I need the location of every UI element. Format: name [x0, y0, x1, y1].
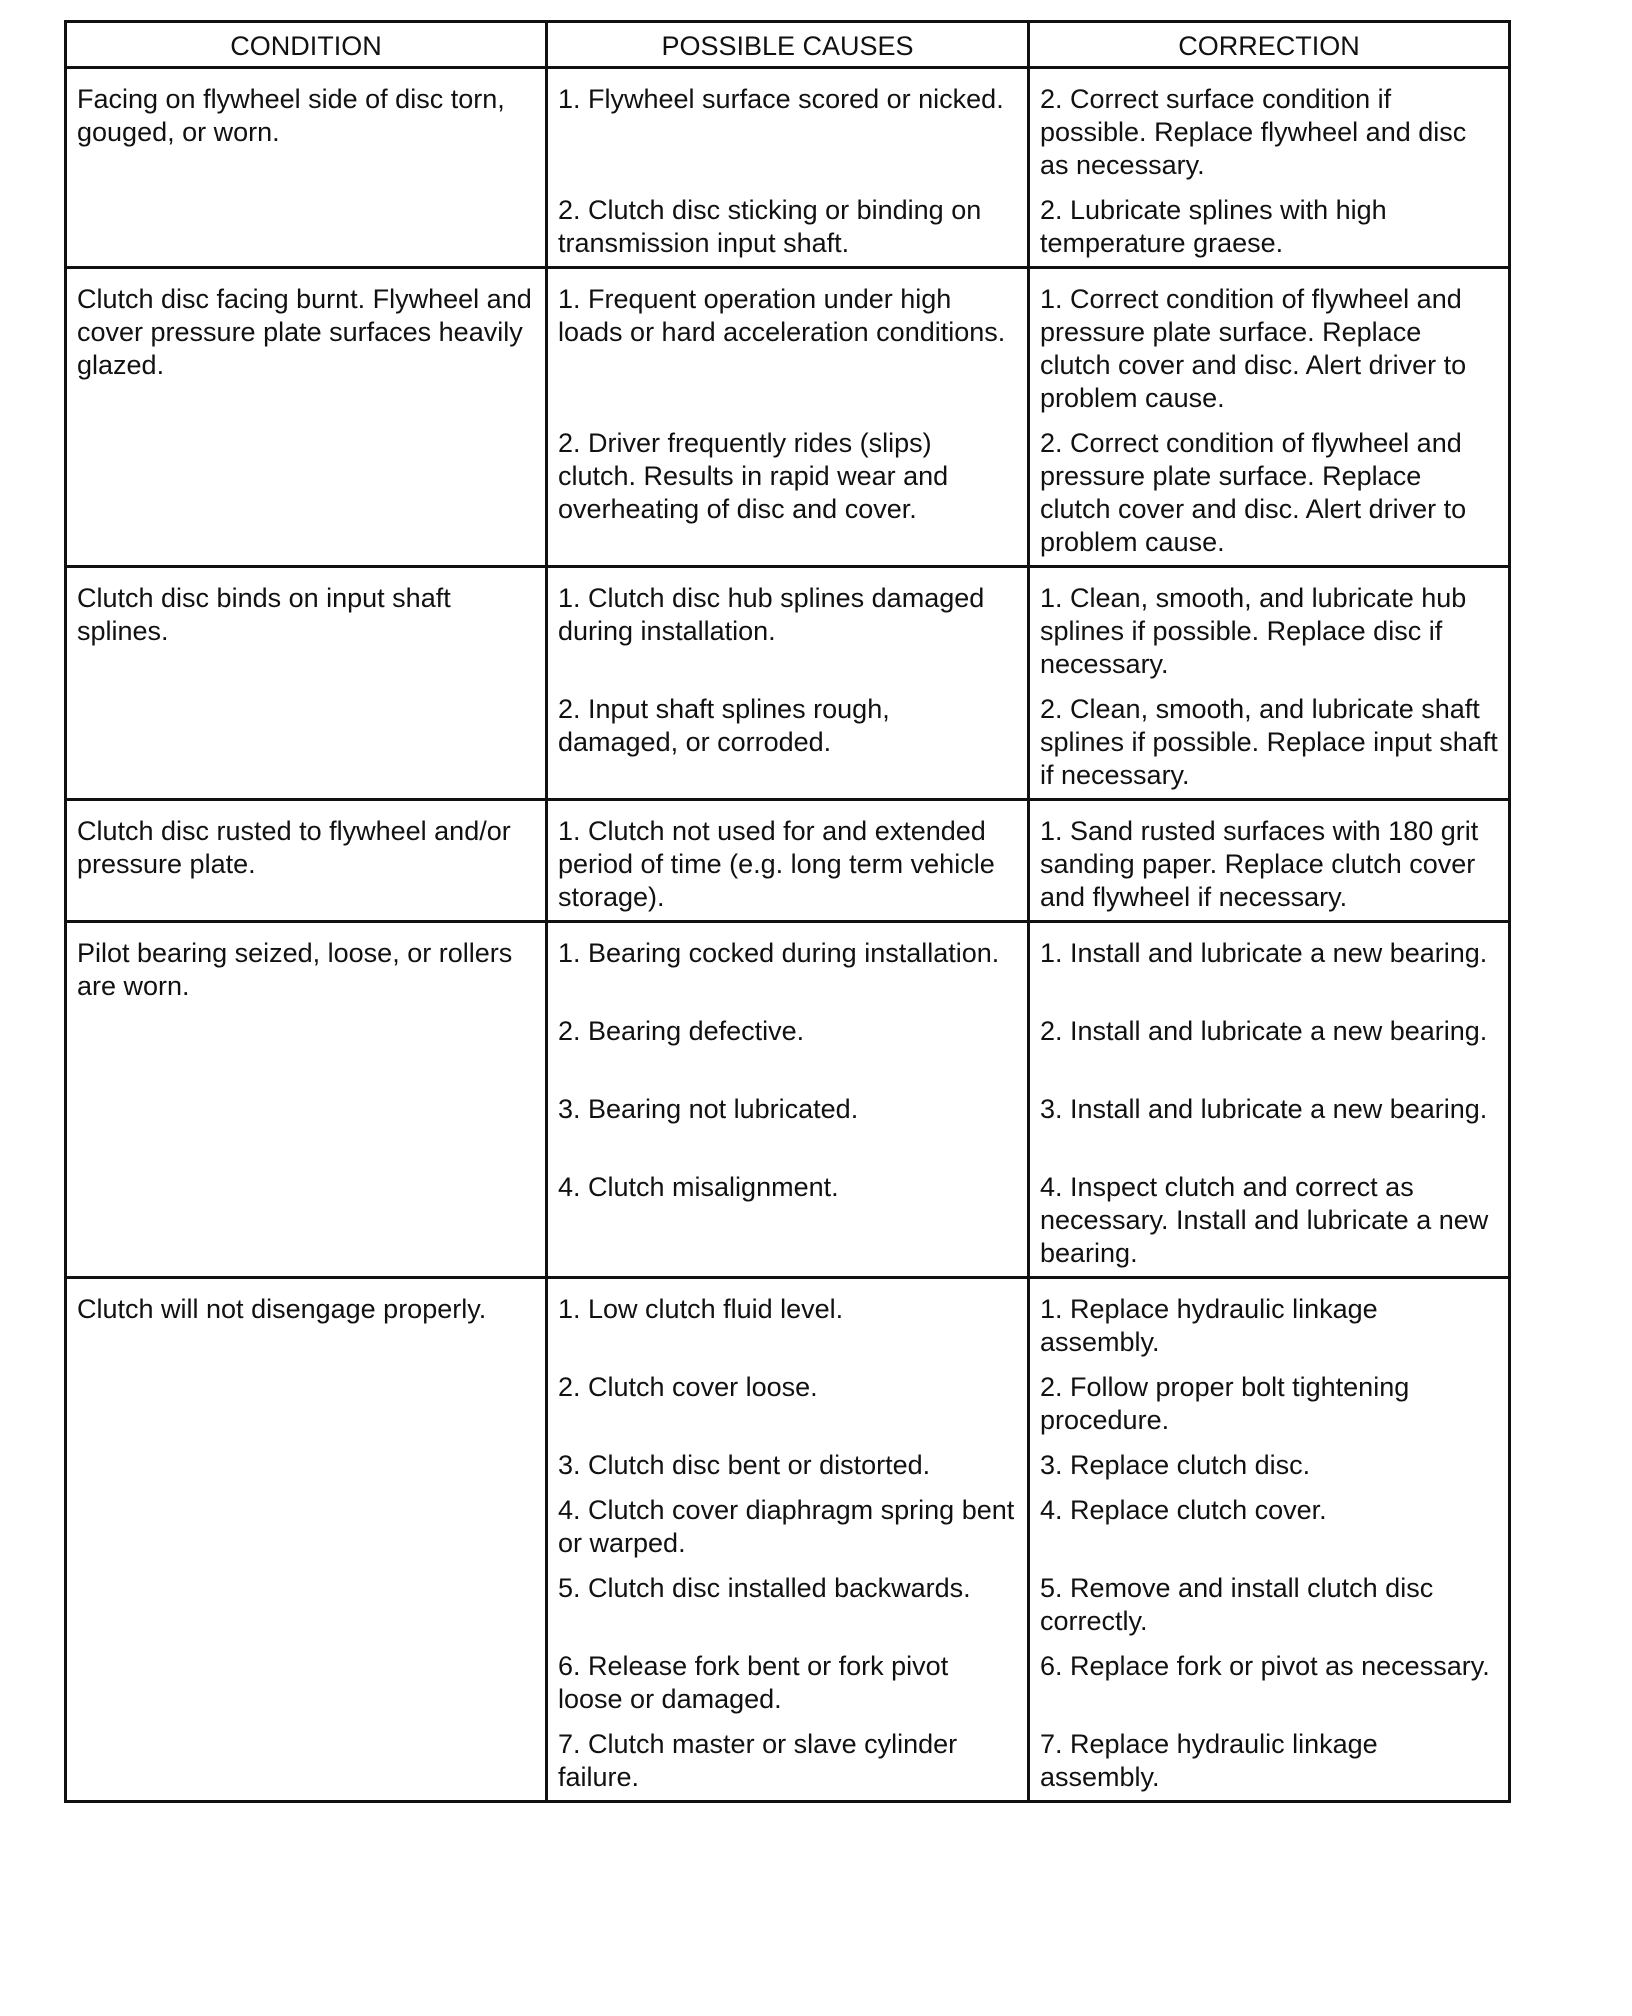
- table-row: [66, 567, 1510, 800]
- cause-item: 2. Clutch cover loose.: [558, 1372, 818, 1402]
- table-row: [66, 268, 1510, 567]
- correction-item: 2. Clean, smooth, and lubricate shaft splines if possible. Replace input shaft if necessary.: [1040, 694, 1498, 790]
- cause-item: 1. Bearing cocked during installation.: [558, 938, 1000, 968]
- correction-cell: [1029, 1278, 1510, 1802]
- causes-cell: [547, 1278, 1029, 1802]
- table-row: [66, 922, 1510, 1278]
- header-possible-causes: POSSIBLE CAUSES: [547, 22, 1029, 68]
- cause-item: 7. Clutch master or slave cylinder failure.: [558, 1729, 958, 1792]
- correction-cell: [1029, 268, 1510, 567]
- cause-item: 3. Bearing not lubricated.: [558, 1094, 859, 1124]
- cause-item: 4. Clutch cover diaphragm spring bent or warped.: [558, 1495, 1015, 1558]
- cause-item: 2. Bearing defective.: [558, 1016, 805, 1046]
- condition-text: Clutch disc binds on input shaft splines.: [77, 583, 451, 646]
- table-row: [66, 1278, 1510, 1802]
- correction-item: 2. Correct surface condition if possible. Replace flywheel and disc as necessary.: [1040, 84, 1467, 180]
- cause-item: 6. Release fork bent or fork pivot loose or damaged.: [558, 1651, 949, 1714]
- correction-item: 4. Replace clutch cover.: [1040, 1495, 1327, 1525]
- correction-item: 1. Correct condition of flywheel and pressure plate surface. Replace clutch cover and disc. Alert driver to problem cause.: [1040, 284, 1467, 413]
- condition-cell: [66, 922, 547, 1278]
- cause-item: 1. Clutch not used for and extended period of time (e.g. long term vehicle storage).: [558, 816, 995, 912]
- correction-item: 2. Install and lubricate a new bearing.: [1040, 1016, 1488, 1046]
- correction-item: 3. Install and lubricate a new bearing.: [1040, 1094, 1488, 1124]
- correction-cell: [1029, 922, 1510, 1278]
- correction-item: 2. Follow proper bolt tightening procedure.: [1040, 1372, 1410, 1435]
- correction-item: 7. Replace hydraulic linkage assembly.: [1040, 1729, 1378, 1792]
- correction-item: 2. Correct condition of flywheel and pressure plate surface. Replace clutch cover and disc. Alert driver to problem cause.: [1040, 428, 1467, 557]
- cause-item: 1. Clutch disc hub splines damaged during installation.: [558, 583, 985, 646]
- condition-text: Pilot bearing seized, loose, or rollers are worn.: [77, 938, 513, 1001]
- condition-text: Clutch disc facing burnt. Flywheel and cover pressure plate surfaces heavily glazed.: [77, 284, 532, 380]
- condition-cell: [66, 567, 547, 800]
- condition-cell: [66, 268, 547, 567]
- causes-cell: [547, 922, 1029, 1278]
- correction-item: 1. Sand rusted surfaces with 180 grit sanding paper. Replace clutch cover and flywheel if necessary.: [1040, 816, 1479, 912]
- condition-text: Facing on flywheel side of disc torn, gouged, or worn.: [77, 84, 505, 147]
- condition-cell: [66, 800, 547, 922]
- cause-item: 2. Clutch disc sticking or binding on transmission input shaft.: [558, 195, 982, 258]
- correction-item: 1. Clean, smooth, and lubricate hub splines if possible. Replace disc if necessary.: [1040, 583, 1467, 679]
- condition-cell: [66, 1278, 547, 1802]
- correction-cell: [1029, 800, 1510, 922]
- cause-item: 3. Clutch disc bent or distorted.: [558, 1450, 931, 1480]
- troubleshooting-table-container: [64, 20, 1508, 1803]
- correction-item: 6. Replace fork or pivot as necessary.: [1040, 1651, 1490, 1681]
- correction-cell: [1029, 567, 1510, 800]
- cause-item: 5. Clutch disc installed backwards.: [558, 1573, 971, 1603]
- causes-cell: [547, 567, 1029, 800]
- header-correction: CORRECTION: [1029, 22, 1510, 68]
- cause-item: 2. Driver frequently rides (slips) clutch. Results in rapid wear and overheating of disc and cover.: [558, 428, 949, 524]
- cause-item: 1. Low clutch fluid level.: [558, 1294, 844, 1324]
- condition-text: Clutch will not disengage properly.: [77, 1294, 487, 1324]
- causes-cell: [547, 68, 1029, 268]
- correction-item: 3. Replace clutch disc.: [1040, 1450, 1311, 1480]
- correction-item: 1. Install and lubricate a new bearing.: [1040, 938, 1488, 968]
- header-condition: CONDITION: [66, 22, 547, 68]
- table-row: [66, 800, 1510, 922]
- cause-item: 2. Input shaft splines rough, damaged, or corroded.: [558, 694, 890, 757]
- correction-item: 2. Lubricate splines with high temperature graese.: [1040, 195, 1387, 258]
- cause-item: 4. Clutch misalignment.: [558, 1172, 839, 1202]
- correction-cell: [1029, 68, 1510, 268]
- condition-text: Clutch disc rusted to flywheel and/or pressure plate.: [77, 816, 511, 879]
- header-row: [66, 22, 1510, 68]
- table-row: [66, 68, 1510, 268]
- correction-item: 1. Replace hydraulic linkage assembly.: [1040, 1294, 1378, 1357]
- causes-cell: [547, 800, 1029, 922]
- causes-cell: [547, 268, 1029, 567]
- condition-cell: [66, 68, 547, 268]
- cause-item: 1. Flywheel surface scored or nicked.: [558, 84, 1004, 114]
- clutch-diagnosis-table: [64, 20, 1511, 1803]
- correction-item: 5. Remove and install clutch disc correctly.: [1040, 1573, 1434, 1636]
- cause-item: 1. Frequent operation under high loads or hard acceleration conditions.: [558, 284, 1006, 347]
- correction-item: 4. Inspect clutch and correct as necessary. Install and lubricate a new bearing.: [1040, 1172, 1489, 1268]
